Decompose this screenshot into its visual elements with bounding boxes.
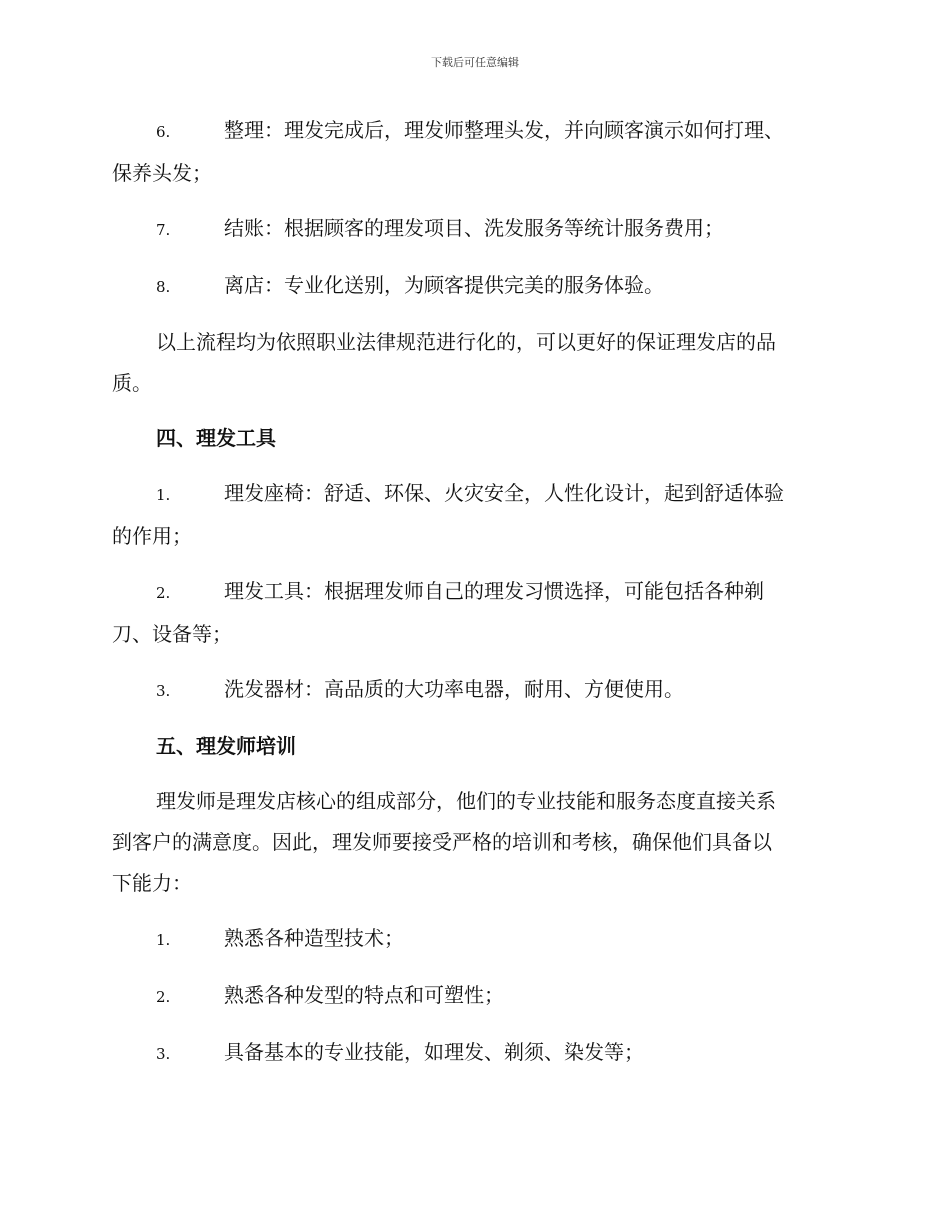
list-text: 熟悉各种造型技术； <box>224 926 404 950</box>
list-text: 整理：理发完成后，理发师整理头发，并向顾客演示如何打理、 <box>224 118 784 142</box>
list-text-continuation: 的作用； <box>112 524 192 548</box>
intro-paragraph <box>112 781 832 904</box>
list-item <box>112 473 832 557</box>
list-number: 7. <box>156 221 171 239</box>
list-number: 1. <box>156 486 171 504</box>
list-text: 理发工具：根据理发师自己的理发习惯选择，可能包括各种剃 <box>224 579 764 603</box>
list-number: 6. <box>156 123 171 141</box>
list-item <box>112 918 832 961</box>
list-item <box>112 110 832 194</box>
list-number: 1. <box>156 931 171 949</box>
paragraph-line: 理发师是理发店核心的组成部分，他们的专业技能和服务态度直接关系 <box>156 789 776 813</box>
paragraph-line: 下能力： <box>112 871 192 895</box>
list-number: 3. <box>156 1045 171 1063</box>
list-item <box>112 265 832 308</box>
summary-paragraph <box>112 322 832 404</box>
list-item <box>112 208 832 251</box>
list-text: 洗发器材：高品质的大功率电器，耐用、方便使用。 <box>224 677 684 701</box>
list-text: 具备基本的专业技能，如理发、剃须、染发等； <box>224 1040 644 1064</box>
list-text: 熟悉各种发型的特点和可塑性； <box>224 983 504 1007</box>
list-number: 3. <box>156 682 171 700</box>
section-heading: 五、理发师培训 <box>156 734 296 758</box>
paragraph-line: 到客户的满意度。因此，理发师要接受严格的培训和考核，确保他们具备以 <box>112 830 772 854</box>
section-heading: 四、理发工具 <box>156 426 276 450</box>
list-number: 2. <box>156 988 171 1006</box>
list-text-continuation: 刀、设备等； <box>112 622 232 646</box>
list-number: 2. <box>156 584 171 602</box>
list-number: 8. <box>156 278 171 296</box>
paragraph-line: 质。 <box>112 371 152 395</box>
list-text: 结账：根据顾客的理发项目、洗发服务等统计服务费用； <box>224 216 724 240</box>
list-text: 理发座椅：舒适、环保、火灾安全，人性化设计，起到舒适体验 <box>224 481 784 505</box>
list-item <box>112 1032 832 1075</box>
list-item <box>112 975 832 1018</box>
list-item <box>112 669 832 712</box>
list-text-continuation: 保养头发； <box>112 161 212 185</box>
paragraph-line: 以上流程均为依照职业法律规范进行化的，可以更好的保证理发店的品 <box>156 330 776 354</box>
document-body <box>112 110 832 1075</box>
list-item <box>112 571 832 655</box>
page-header: 下载后可任意编辑 <box>431 56 519 69</box>
list-text: 离店：专业化送别，为顾客提供完美的服务体验。 <box>224 273 664 297</box>
